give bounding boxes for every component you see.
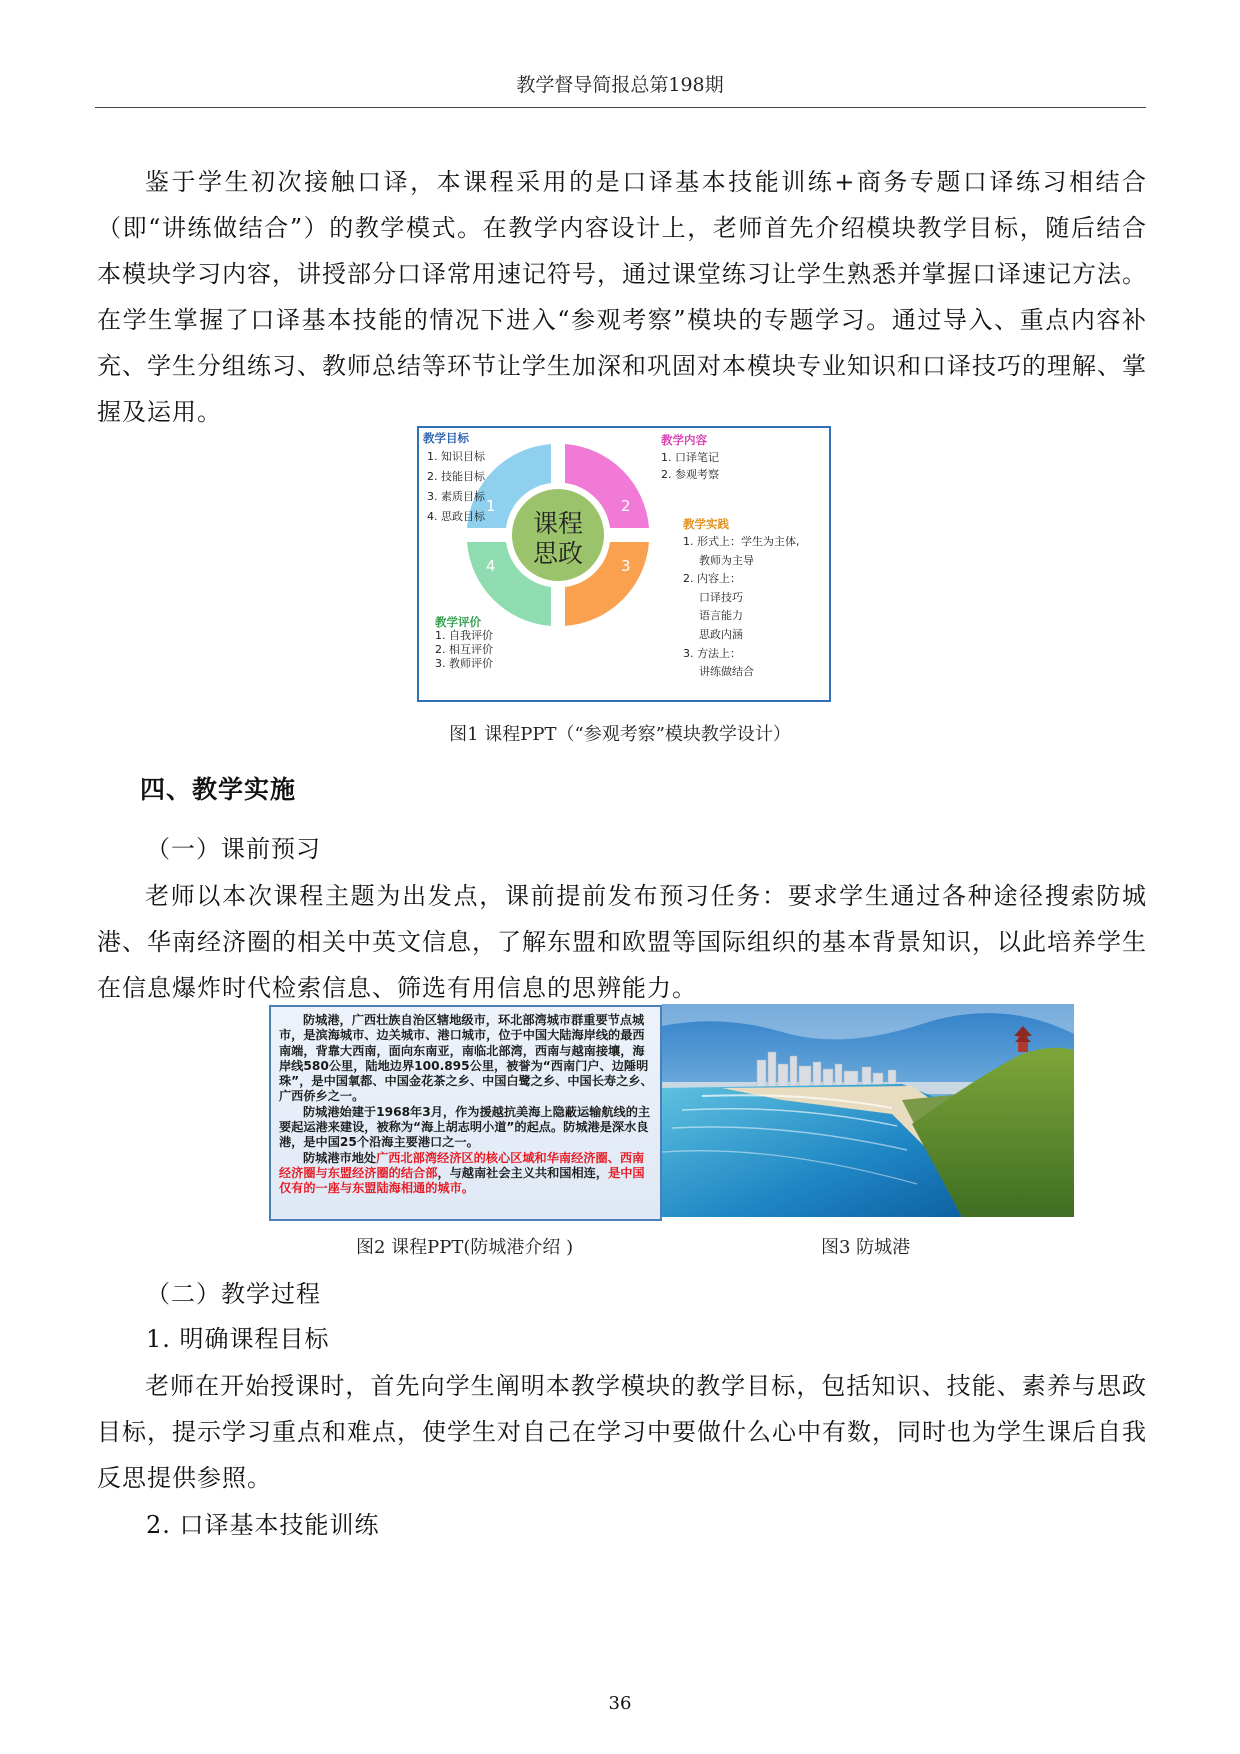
evaluation-item: 3. 教师评价 xyxy=(435,657,493,670)
evaluation-title: 教学评价 xyxy=(435,615,481,629)
practice-item: 语言能力 xyxy=(699,609,743,623)
evaluation-item: 2. 相互评价 xyxy=(435,643,493,656)
content-title: 教学内容 xyxy=(661,433,707,447)
figure-course-ppt-design xyxy=(417,426,831,702)
subheading-preview: （一）课前预习 xyxy=(146,835,321,863)
item-heading-course-goals: 1. 明确课程目标 xyxy=(146,1325,330,1353)
center-text-line2: 思政 xyxy=(532,539,584,568)
paragraph-course-goals: 老师在开始授课时，首先向学生阐明本教学模块的教学目标，包括知识、技能、素养与思政目标，提示学习重点和难点，使学生对自己在学习中要做什么心中有数，同时也为学生课后自我反思提供参照。 xyxy=(97,1372,1147,1492)
evaluation-item: 1. 自我评价 xyxy=(435,629,493,642)
practice-block xyxy=(683,516,800,682)
figure3-caption: 图3 防城港 xyxy=(821,1237,911,1258)
fig2-para3 xyxy=(279,1151,654,1197)
figure1-caption: 图1 课程PPT（“参观考察”模块教学设计） xyxy=(449,724,791,745)
goals-block xyxy=(423,430,485,527)
practice-item: 思政内涵 xyxy=(699,627,743,641)
coastal-city-photo xyxy=(662,1004,1074,1217)
paragraph-teaching-mode: 鉴于学生初次接触口译，本课程采用的是口译基本技能训练+商务专题口译练习相结合（即“讲练做结合”）的教学模式。在教学内容设计上，老师首先介绍模块教学目标，随后结合本模块学习内容，讲授部分口译常用速记符号，通过课堂练习让学生熟悉并掌握口译速记方法。在学生掌握了口译基本技能的情况下进入“参观考察”模块的专题学习。通过导入、重点内容补充、学生分组练习、教师总结等环节让学生加深和巩固对本模块专业知识和口译技巧的理解、掌握及运用。 xyxy=(97,168,1147,426)
goal-item: 2. 技能目标 xyxy=(427,470,485,483)
figure2-caption: 图2 课程PPT(防城港介绍 ) xyxy=(356,1237,574,1258)
header-rule xyxy=(95,107,1146,108)
fig2-para2: 防城港始建于1968年3月，作为援越抗美海上隐蔽运输航线的主要起运港来建设，被称为“海上胡志明小道”的起点。防城港是深水良港，是中国25个沿海主要港口之一。 xyxy=(279,1104,651,1150)
subheading-teaching-process: （二）教学过程 xyxy=(146,1280,321,1308)
fig2-para3-highlight: 广西北部湾经济区的核心区域和华南经济圈、西南经济圈与东盟经济圈的结合部 xyxy=(279,1150,645,1180)
section-heading-teaching-implementation: 四、教学实施 xyxy=(140,775,297,804)
goal-item: 4. 思政目标 xyxy=(427,510,485,523)
paragraph-preview-task: 老师以本次课程主题为出发点，课前提前发布预习任务：要求学生通过各种途径搜索防城港、华南经济圈的相关中英文信息，了解东盟和欧盟等国际组织的基本背景知识，以此培养学生在信息爆炸时代检索信息、筛选有用信息的思辨能力。 xyxy=(97,882,1147,1002)
quadrant-number-2: 2 xyxy=(621,497,631,515)
goal-item: 1. 知识目标 xyxy=(427,450,485,463)
evaluation-block xyxy=(435,615,493,671)
fig2-para3-c: ，与越南社会主义共和国相连， xyxy=(437,1165,609,1180)
goal-item: 3. 素质目标 xyxy=(427,490,485,503)
figure-fangchenggang-intro xyxy=(269,1005,662,1221)
fig2-para1: 防城港，广西壮族自治区辖地级市，环北部湾城市群重要节点城市，是滨海城市、边关城市、港口城市，位于中国大陆海岸线的最西南端，背靠大西南，面向东南亚，南临北部湾，西南与越南接壤，海岸线580公里，陆地边界100.895公里，被誉为“西南门户、边陲明珠”，是中国氧都、中国金花茶之乡、中国白鹭之乡、中国长寿之乡、广西侨乡之一。 xyxy=(279,1013,653,1104)
practice-item: 口译技巧 xyxy=(699,590,743,604)
content-item: 1. 口译笔记 xyxy=(661,451,719,464)
practice-item: 1. 形式上：学生为主体, xyxy=(683,535,800,548)
figure-fangchenggang-photo xyxy=(662,1004,1074,1217)
fig2-para3-a: 防城港市地处 xyxy=(303,1150,377,1165)
content-block xyxy=(661,432,719,483)
practice-item: 教师为主导 xyxy=(699,553,754,567)
content-item: 2. 参观考察 xyxy=(661,468,719,481)
quadrant-number-1: 1 xyxy=(486,497,496,515)
goals-title: 教学目标 xyxy=(423,431,469,445)
page-number: 36 xyxy=(608,1693,632,1714)
practice-item: 2. 内容上： xyxy=(683,572,741,586)
practice-item: 讲练做结合 xyxy=(699,665,754,679)
fig2-para3-highlight2: 是中国仅有的一座与东盟陆海相通的城市。 xyxy=(279,1165,645,1196)
practice-item: 3. 方法上： xyxy=(683,646,741,660)
practice-title: 教学实践 xyxy=(683,517,729,531)
center-text-line1: 课程 xyxy=(532,509,584,538)
item-heading-skills-training: 2. 口译基本技能训练 xyxy=(146,1511,380,1539)
quadrant-number-3: 3 xyxy=(621,557,631,575)
quadrant-number-4: 4 xyxy=(486,557,496,575)
page-header: 教学督导简报总第198期 xyxy=(516,74,724,96)
